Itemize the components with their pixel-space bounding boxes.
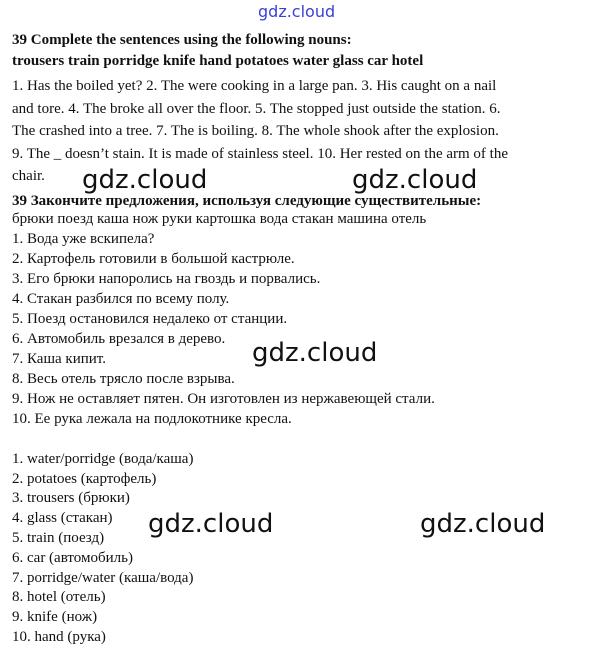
answer-item: 3. trousers (брюки) (12, 490, 130, 506)
answer-item: 10. hand (рука) (12, 629, 106, 645)
answer-item: 9. knife (нож) (12, 609, 98, 625)
answer-item: 7. porridge/water (каша/вода) (12, 570, 194, 586)
watermark: gdz.cloud (82, 165, 208, 195)
answer-item: 5. train (поезд) (12, 530, 105, 546)
russian-sentence: 2. Картофель готовили в большой кастрюле. (12, 251, 295, 267)
russian-task-nouns: брюки поезд каша нож руки картошка вода стакан машина отель (12, 211, 427, 227)
watermark: gdz.cloud (148, 509, 274, 539)
answer-item: 6. car (автомобиль) (12, 550, 133, 566)
english-task-line: chair. (12, 168, 45, 184)
watermark-top: gdz.cloud (258, 2, 336, 21)
russian-task-title: 39 Закончите предложения, используя следующие существительные: (12, 193, 482, 209)
russian-sentence: 7. Каша кипит. (12, 351, 106, 367)
russian-sentence: 10. Ее рука лежала на подлокотнике кресла. (12, 411, 292, 427)
russian-sentence: 3. Его брюки напоролись на гвоздь и порвались. (12, 271, 321, 287)
answer-item: 4. glass (стакан) (12, 510, 113, 526)
watermark: gdz.cloud (352, 165, 478, 195)
russian-sentence: 8. Весь отель трясло после взрыва. (12, 371, 235, 387)
answer-item: 8. hotel (отель) (12, 589, 106, 605)
watermark: gdz.cloud (420, 509, 546, 539)
russian-sentence: 1. Вода уже вскипела? (12, 231, 155, 247)
russian-sentence: 9. Нож не оставляет пятен. Он изготовлен из нержавеющей стали. (12, 391, 435, 407)
answer-item: 2. potatoes (картофель) (12, 471, 157, 487)
english-task-line: and tore. 4. The broke all over the floor. 5. The stopped just outside the station. 6. (12, 101, 501, 117)
russian-sentence: 5. Поезд остановился недалеко от станции. (12, 311, 288, 327)
watermark: gdz.cloud (252, 338, 378, 368)
russian-sentence: 4. Стакан разбился по всему полу. (12, 291, 230, 307)
russian-sentence: 6. Автомобиль врезался в дерево. (12, 331, 226, 347)
answer-item: 1. water/porridge (вода/каша) (12, 451, 194, 467)
english-task-line: 1. Has the boiled yet? 2. The were cooking in a large pan. 3. His caught on a nail (12, 78, 497, 94)
english-task-title: 39 Complete the sentences using the following nouns: (12, 32, 352, 48)
english-task-line: 9. The _ doesn’t stain. It is made of stainless steel. 10. Her rested on the arm of the (12, 146, 508, 162)
english-task-line: The crashed into a tree. 7. The is boiling. 8. The whole shook after the explosion. (12, 123, 499, 139)
english-task-nouns: trousers train porridge knife hand potatoes water glass car hotel (12, 53, 424, 69)
